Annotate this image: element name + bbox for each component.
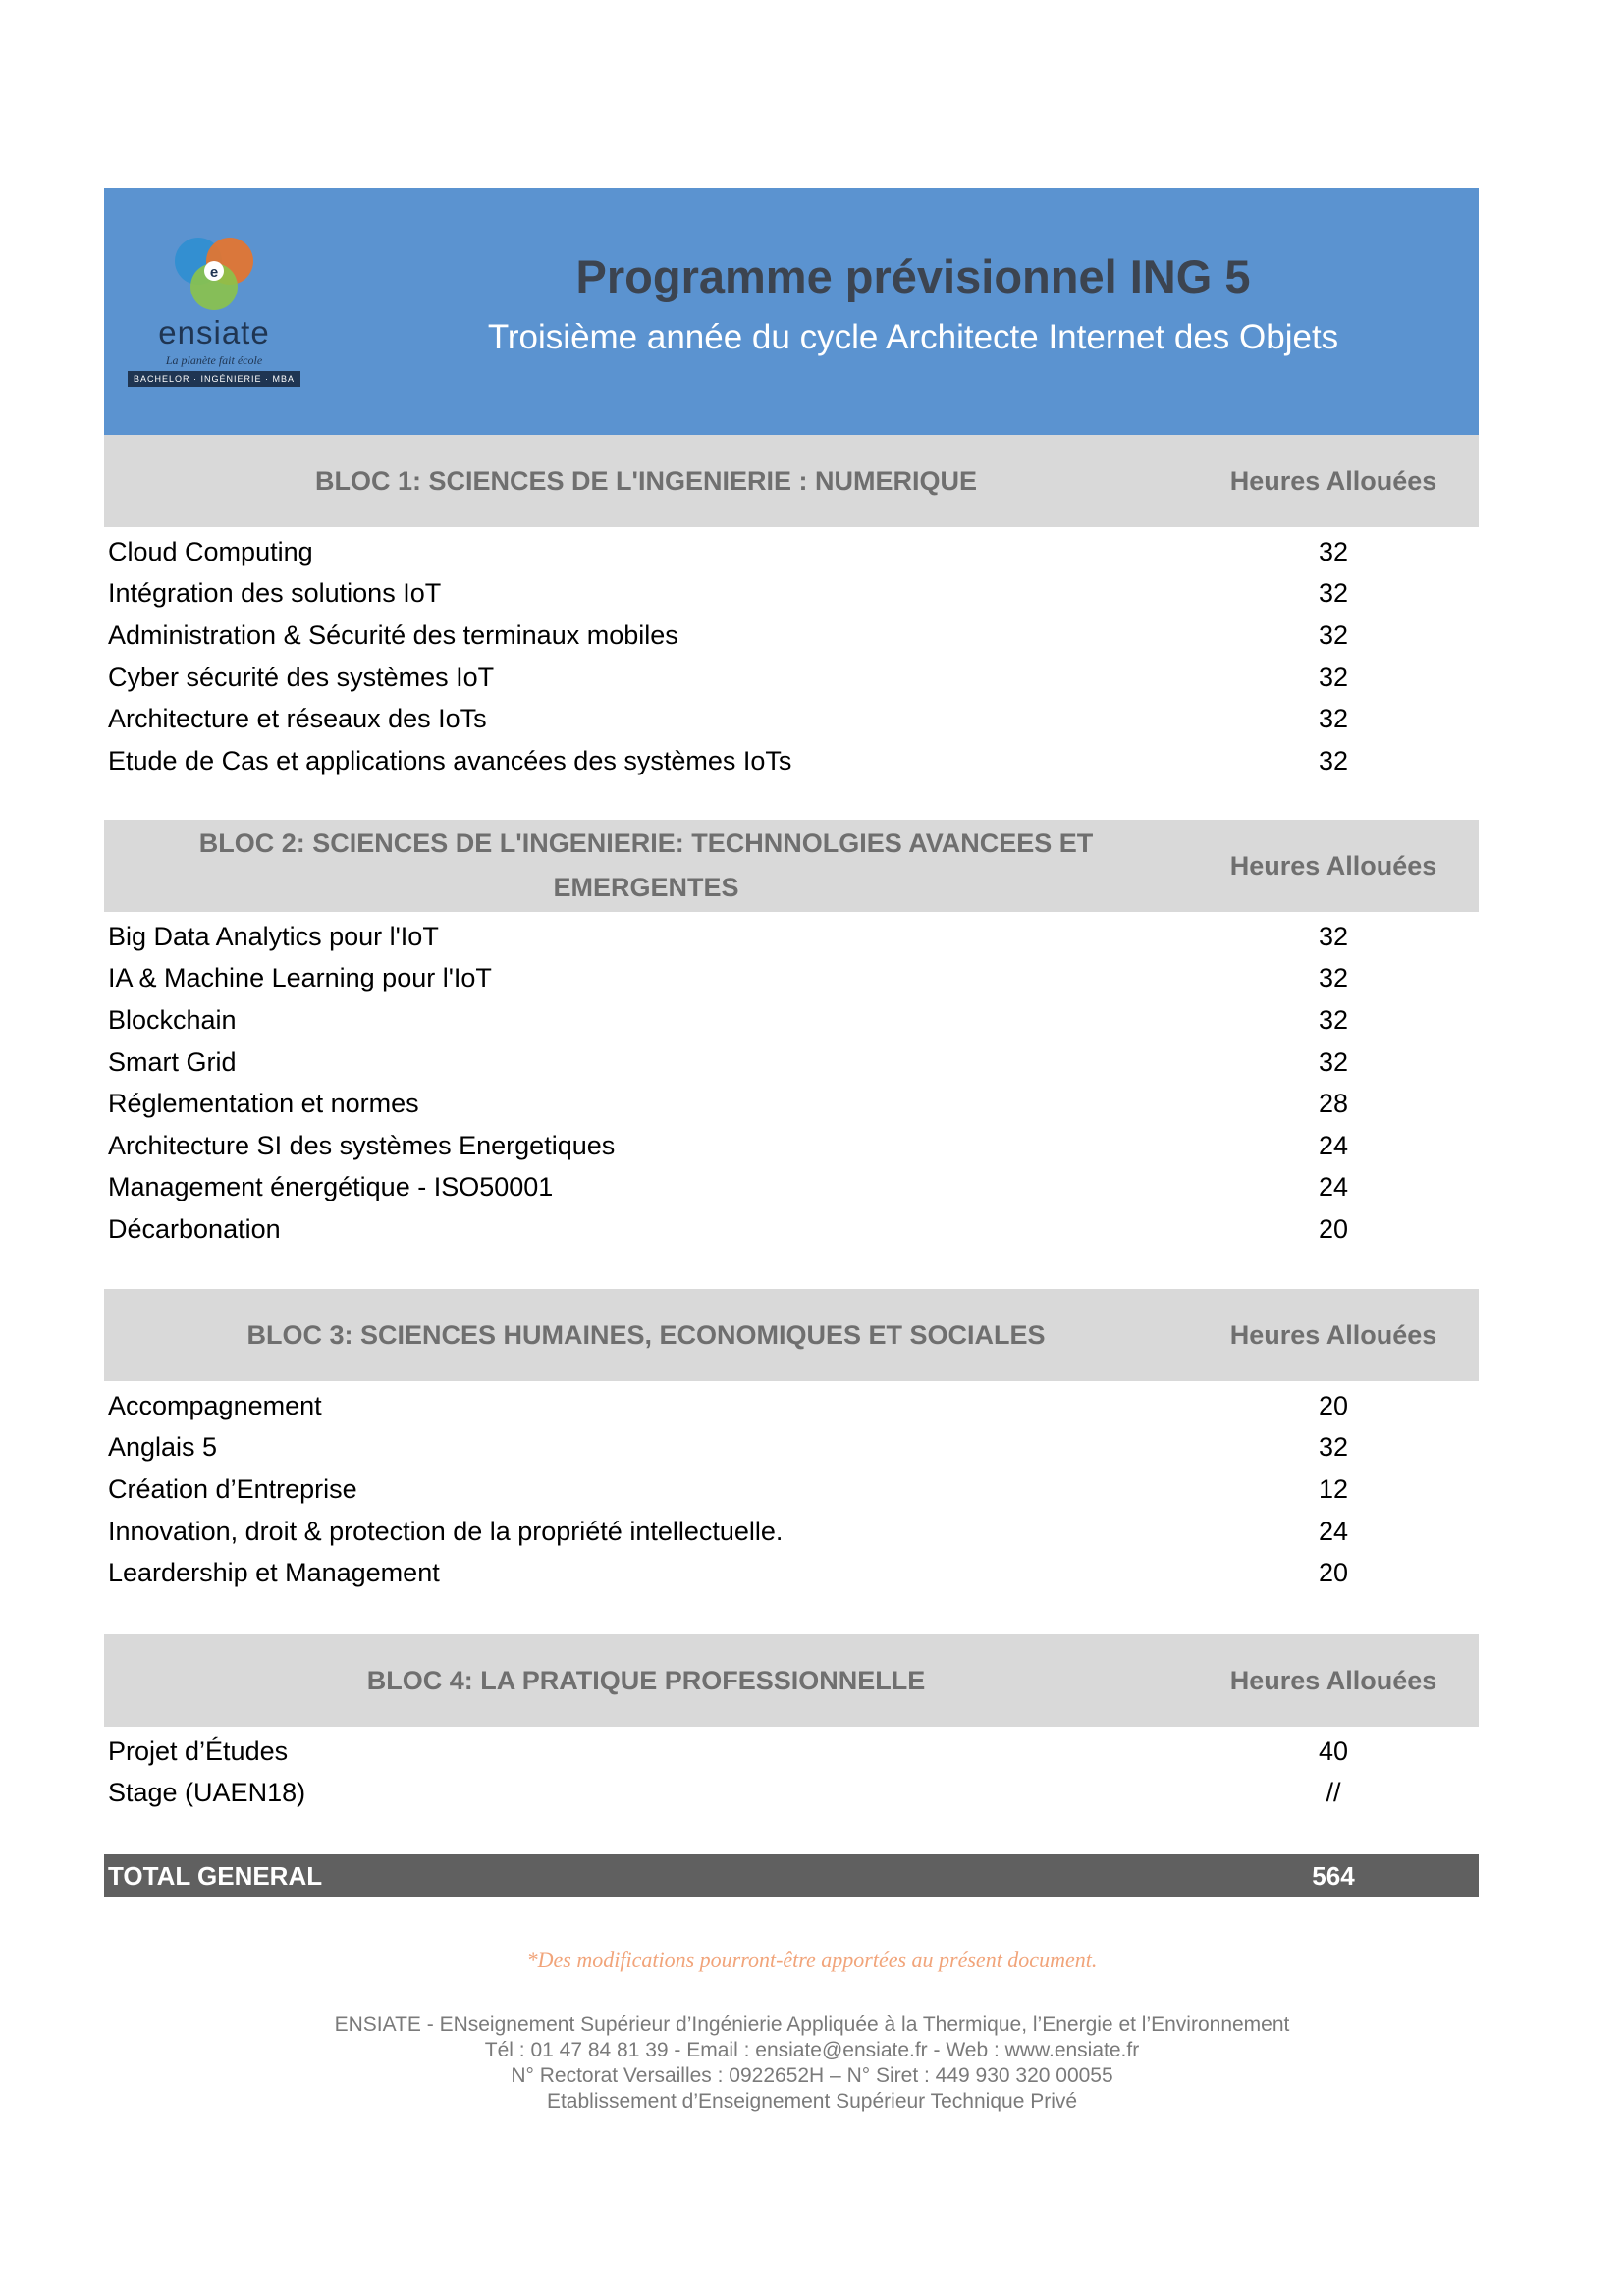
course-row [104,999,1479,1041]
course-list [104,531,1479,782]
course-hours: 32 [1318,662,1349,692]
footer-line: N° Rectorat Versailles : 0922652H – N° Siret : 449 930 320 00055 [511,2064,1113,2087]
course-hours: 12 [1318,1473,1349,1504]
course-name: Blockchain [108,1004,237,1035]
course-hours: 32 [1318,963,1349,993]
course-hours: 32 [1318,578,1349,609]
bloc-header [104,435,1479,527]
logo-tagline: La planète fait école [165,353,263,367]
logo-strip: BACHELOR · INGÉNIERIE · MBA [128,371,300,387]
course-hours: 24 [1318,1130,1349,1160]
course-hours: 32 [1318,704,1349,734]
page-subtitle: Troisième année du cycle Architecte Internet des Objets [487,318,1339,356]
page-title: Programme prévisionnel ING 5 [575,250,1251,302]
course-row [104,657,1479,699]
footer-line: Etablissement d’Enseignement Supérieur Technique Privé [546,2090,1078,2112]
course-hours: 32 [1318,745,1349,775]
total-value: 564 [1312,1860,1355,1891]
course-list [104,916,1479,1251]
course-name: IA & Machine Learning pour l'IoT [108,963,492,993]
course-row [104,1511,1479,1553]
course-name: Smart Grid [108,1046,237,1077]
course-row [104,740,1479,782]
course-row [104,614,1479,657]
course-name: Anglais 5 [108,1432,218,1463]
course-hours: 28 [1318,1089,1349,1119]
footer-line: ENSIATE - ENseignement Supérieur d’Ingénierie Appliquée à la Thermique, l’Energie et l’Environnement [334,2013,1290,2036]
bloc-title: BLOC 3: SCIENCES HUMAINES, ECONOMIQUES ET SOCIALES [246,1319,1046,1350]
bloc-title: BLOC 2: SCIENCES DE L'INGENIERIE: TECHNNOLGIES AVANCEES ET EMERGENTES [198,828,1094,902]
course-name: Décarbonation [108,1213,281,1244]
course-hours: // [1326,1778,1341,1808]
course-row [104,1208,1479,1251]
course-name: Cloud Computing [108,536,313,566]
hours-column-header: Heures Allouées [1229,1319,1437,1350]
course-row [104,1385,1479,1427]
course-row [104,1468,1479,1511]
ensiate-logo [126,226,302,383]
total-label: TOTAL GENERAL [108,1860,323,1891]
course-hours: 32 [1318,921,1349,951]
course-row [104,1041,1479,1084]
course-row [104,1427,1479,1469]
course-row [104,958,1479,1000]
course-row [104,916,1479,958]
course-row [104,1167,1479,1209]
bloc-title: BLOC 1: SCIENCES DE L'INGENIERIE : NUMERIQUE [315,465,977,496]
bloc-section [104,1634,1479,1814]
course-name: Intégration des solutions IoT [108,578,442,609]
logo-emblem-icon [126,226,302,319]
course-name: Cyber sécurité des systèmes IoT [108,662,495,692]
course-hours: 32 [1318,1432,1349,1463]
logo-brand: ensiate [158,314,270,350]
course-row [104,1552,1479,1594]
bloc-header [104,1634,1479,1727]
course-name: Création d’Entreprise [108,1473,357,1504]
course-name: Big Data Analytics pour l'IoT [108,921,439,951]
bloc-header [104,820,1479,912]
course-row [104,531,1479,573]
course-name: Etude de Cas et applications avancées des systèmes IoTs [108,745,792,775]
bloc-header [104,1289,1479,1381]
course-name: Réglementation et normes [108,1089,419,1119]
program-sheet [104,188,1479,1891]
course-list [104,1731,1479,1814]
course-name: Projet d’Études [108,1735,289,1766]
course-row [104,1731,1479,1773]
course-name: Management énergétique - ISO50001 [108,1172,554,1202]
total-row [104,1854,1479,1897]
course-hours: 24 [1318,1516,1349,1546]
header-banner [104,188,1479,435]
course-hours: 20 [1318,1558,1349,1588]
bloc-section [104,435,1479,782]
bloc-title: BLOC 4: LA PRATIQUE PROFESSIONNELLE [366,1665,926,1695]
footer-line: Tél : 01 47 84 81 39 - Email : ensiate@ensiate.fr - Web : www.ensiate.fr [484,2039,1140,2061]
svg-text:e: e [209,264,219,281]
course-row [104,1083,1479,1125]
course-row [104,698,1479,740]
course-hours: 20 [1318,1213,1349,1244]
course-hours: 32 [1318,536,1349,566]
course-name: Innovation, droit & protection de la propriété intellectuelle. [108,1516,784,1546]
course-row [104,1125,1479,1167]
course-name: Architecture et réseaux des IoTs [108,704,487,734]
hours-column-header: Heures Allouées [1229,1665,1437,1695]
course-name: Leardership et Management [108,1558,440,1588]
hours-column-header: Heures Allouées [1229,850,1437,881]
course-name: Stage (UAEN18) [108,1778,306,1808]
hours-column-header: Heures Allouées [1229,465,1437,496]
course-hours: 40 [1318,1735,1349,1766]
bloc-section [104,820,1479,1251]
course-name: Architecture SI des systèmes Energetiques [108,1130,616,1160]
course-hours: 20 [1318,1390,1349,1420]
course-hours: 24 [1318,1172,1349,1202]
course-row [104,1773,1479,1815]
course-name: Accompagnement [108,1390,322,1420]
bloc-section [104,1289,1479,1594]
course-name: Administration & Sécurité des terminaux mobiles [108,619,678,650]
disclaimer-note: *Des modifications pourront-être apportées au présent document. [526,1948,1098,1972]
footer [0,2012,1624,2114]
course-hours: 32 [1318,1046,1349,1077]
course-list [104,1385,1479,1594]
course-hours: 32 [1318,1004,1349,1035]
course-hours: 32 [1318,619,1349,650]
course-row [104,573,1479,615]
